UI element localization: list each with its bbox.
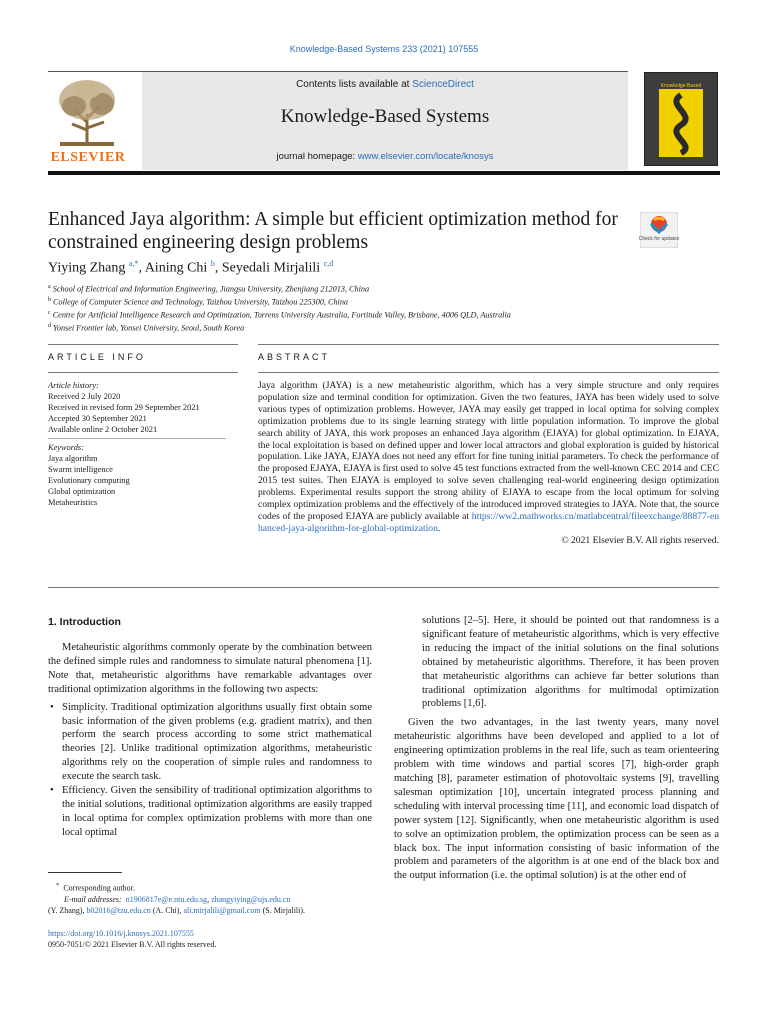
bullet-icon: •	[50, 701, 54, 713]
keyword: Swarm intelligence	[48, 465, 113, 474]
affiliation-mark: a	[48, 284, 51, 290]
list-item	[48, 784, 372, 840]
section-heading: 1. Introduction	[48, 616, 121, 628]
affiliations	[48, 282, 728, 334]
email-owner: (Y. Zhang),	[48, 905, 85, 915]
author-name[interactable]: Aining Chi	[144, 260, 208, 276]
intro-paragraph: Given the two advantages, in the last twenty years, many novel metaheuristic algorithms have been developed and applied to a lot of engineering optimization problems in the real life, such as team orienteering problem with time windows and partial scores [7], high-order graph matching [8], parameter estimation of photovoltaic systems [9], travelling salesman optimization [10], uncertain integrated process planning and scheduling with interval processing time [11], and economic load dispatch of power system [12]. Significantly, when one metaheuristic algorithm is used to solve an optimization problem, the optimization process can be seen as a black box. The input information consisting of basic information of the problem and parameters of the algorithm is at one end of the black box and the output information (i.e. the optimal solution) is at the other end of	[394, 717, 719, 882]
journal-name: Knowledge-Based Systems	[280, 106, 490, 127]
email-link[interactable]: ali.mirjalili@gmail.com	[183, 905, 261, 915]
affiliation-text: Centre for Artificial Intelligence Research and Optimization, Torrens University Australia, Fortitude Valley, Brisbane, 4006 QLD, Australia	[52, 310, 511, 320]
masthead-bottom-rule	[48, 171, 720, 175]
history-item: Accepted 30 September 2021	[48, 414, 147, 423]
keyword: Jaya algorithm	[48, 454, 98, 463]
affiliation-mark: b	[48, 296, 51, 303]
contents-prefix: Contents lists available at	[296, 79, 413, 90]
advantage-list	[48, 701, 372, 840]
affiliation-mark: d	[48, 322, 51, 329]
author-list: Yiying Zhang $^{a,*}$, Aining Chi $^b$, Seyedali Mirjalili $^{c,d}$	[48, 259, 334, 276]
email-line	[48, 905, 408, 916]
email-line: E-mail addresses: n1906817e@e.ntu.edu.sg, zhangyiying@ujs.edu.cn	[64, 894, 291, 904]
article-title: Enhanced Jaya algorithm: A simple but efficient optimization method for constrained engineering design problems	[48, 209, 618, 253]
affiliation-text: College of Computer Science and Technology, Taizhou University, Taizhou 225300, China	[53, 297, 349, 307]
left-column	[48, 641, 372, 840]
author-affil-mark[interactable]: a,*	[128, 259, 139, 268]
history-label: Article history:	[48, 381, 99, 390]
affiliation-item	[48, 321, 728, 334]
list-item-text: Efficiency. Given the sensibility of traditional optimization algorithms to the initial solutions, traditional optimization algorithms are easily trapped in local optima for complex optimization problems with more than one local optimal	[62, 785, 372, 838]
intro-paragraph: Metaheuristic algorithms commonly operate by the combination between the defined simple rules and randomness to simulate natural phenomena [1]. Note that, metaheuristic algorithms have remarkable advantages over traditional optimization algorithms in the following two aspects:	[48, 642, 372, 695]
asterisk-mark: *	[56, 882, 60, 889]
affiliation-item	[48, 282, 728, 295]
keywords-label: Keywords:	[48, 443, 84, 452]
right-column	[394, 614, 719, 883]
author-affil-mark[interactable]: c,d	[323, 259, 334, 268]
keyword: Global optimization	[48, 487, 116, 496]
keyword: Evolutionary computing	[48, 476, 130, 485]
sciencedirect-link[interactable]: ScienceDirect	[412, 79, 474, 90]
keyword: Metaheuristics	[48, 498, 98, 507]
crossmark-icon[interactable]	[640, 212, 678, 248]
abstract-heading: ABSTRACT	[258, 352, 331, 362]
abstract-rule-top	[258, 344, 719, 345]
email-owner: (S. Mirjalili).	[262, 905, 306, 915]
author-name[interactable]: Yiying Zhang	[48, 260, 126, 276]
intro-paragraph: solutions [2–5]. Here, it should be pointed out that randomness is a significant feature of metaheuristic algorithms, which is very effective in reducing the impact of the initial solutions on the final solutions obtained by metaheuristic algorithms. Therefore, it has been proven that metaheuristic algorithms can achieve far better solutions than traditional optimization algorithms for multimodal optimization problems [1,6].	[422, 615, 719, 710]
corresponding-note	[48, 880, 408, 894]
issn-line: 0950-7051/© 2021 Elsevier B.V. All rights reserved.	[48, 940, 217, 949]
cover-label: Knowledge-Based	[660, 83, 702, 89]
list-item	[48, 701, 372, 784]
info-rule-top	[48, 344, 238, 345]
elsevier-tree-logo	[48, 74, 126, 162]
email-link[interactable]: n1906817e@e.ntu.edu.sg	[125, 894, 208, 904]
affiliation-item	[48, 308, 728, 321]
abstract-end: .	[437, 522, 441, 534]
publisher-wordmark: ELSEVIER	[50, 150, 126, 165]
source-code-link[interactable]: https://ww2.mathworks.cn/matlabcentral/fileexchange/88877-enhanced-jaya-algorithm-for-global-optimization	[258, 510, 719, 534]
homepage-line	[142, 151, 628, 162]
article-info	[48, 380, 238, 508]
corresponding-text: Corresponding author.	[63, 883, 135, 893]
email-link[interactable]: b02016@tzu.edu.cn	[86, 905, 151, 915]
affiliation-mark: c	[48, 309, 51, 316]
homepage-prefix: journal homepage:	[276, 151, 358, 162]
abstract-rule-mid	[258, 372, 719, 373]
info-rule-mid	[48, 372, 238, 373]
bullet-icon: •	[50, 785, 54, 797]
crossmark-label: Check for updates	[638, 236, 680, 242]
contents-line	[142, 79, 628, 90]
footnote	[48, 880, 408, 916]
author-affil-mark[interactable]: b	[210, 259, 215, 268]
abstract-copyright: © 2021 Elsevier B.V. All rights reserved.	[561, 534, 719, 546]
affiliation-text: School of Electrical and Information Engineering, Jiangsu University, Zhenjiang 212013, China	[52, 284, 370, 294]
email-label: E-mail addresses:	[64, 894, 122, 904]
info-divider	[48, 438, 226, 439]
doi-link[interactable]: https://doi.org/10.1016/j.knosys.2021.107555	[48, 929, 194, 938]
list-item-text: Simplicity. Traditional optimization algorithms usually first obtain some basic information of the given problems (e.g. gradient matrix), and then perform the search process according to some strict mathematical theories [2]. Unlike traditional optimization algorithms, metaheuristic algorithms rely on the cooperation of simple rules and randomness to execute the search task.	[62, 701, 372, 783]
email-owner: (A. Chi),	[152, 905, 182, 915]
affiliation-text: Yonsei Frontier lab, Yonsei University, Seoul, South Korea	[53, 323, 245, 333]
abstract-rule-bottom	[48, 587, 719, 588]
footnote-rule	[48, 872, 122, 873]
affiliation-item	[48, 295, 728, 308]
page-footer	[48, 928, 408, 950]
history-item: Received in revised form 29 September 2021	[48, 403, 200, 412]
homepage-link[interactable]: www.elsevier.com/locate/knosys	[357, 151, 494, 162]
journal-citation[interactable]: Knowledge-Based Systems 233 (2021) 107555	[289, 44, 479, 54]
history-item: Received 2 July 2020	[48, 392, 121, 401]
email-link[interactable]: zhangyiying@ujs.edu.cn	[211, 894, 291, 904]
abstract-body	[258, 380, 719, 547]
cover-artwork	[659, 89, 703, 157]
journal-cover[interactable]	[644, 72, 718, 166]
history-item: Available online 2 October 2021	[48, 425, 158, 434]
abstract-text: Jaya algorithm (JAYA) is a new metaheuristic algorithm, which has a very simple structure and only requires population size and terminal condition for optimization. Given the two features, JAYA has been widely used to solve various types of optimization problems. However, JAYA may easily get trapped in local optima for solving complex optimization problems due to its single learning strategy with little population information. To improve the global search ability of JAYA, this work proposes an enhanced Jaya algorithm (EJAYA) for global optimization. In EJAYA, the local exploitation is based on defined upper and lower local attractors and global exploration is guided by historical population. Like JAYA, EJAYA does not need any effort for fine tuning initial parameters. To check the performance of the proposed EJAYA, EJAYA is first used to solve 45 test functions extracted from the well-known CEC 2014 and CEC 2015 test suites. Then EJAYA is employed to solve seven challenging real-world engineering design optimization problems. Experimental results support the strong ability of EJAYA to escape from the local optimum for solving complex optimization problems and the effectively of the introduced improved strategies to JAYA. Note that, the source codes of the proposed EJAYA are publicly available at	[258, 380, 719, 522]
author-name[interactable]: Seyedali Mirjalili	[221, 260, 321, 276]
article-info-heading: ARTICLE INFO	[48, 352, 146, 362]
